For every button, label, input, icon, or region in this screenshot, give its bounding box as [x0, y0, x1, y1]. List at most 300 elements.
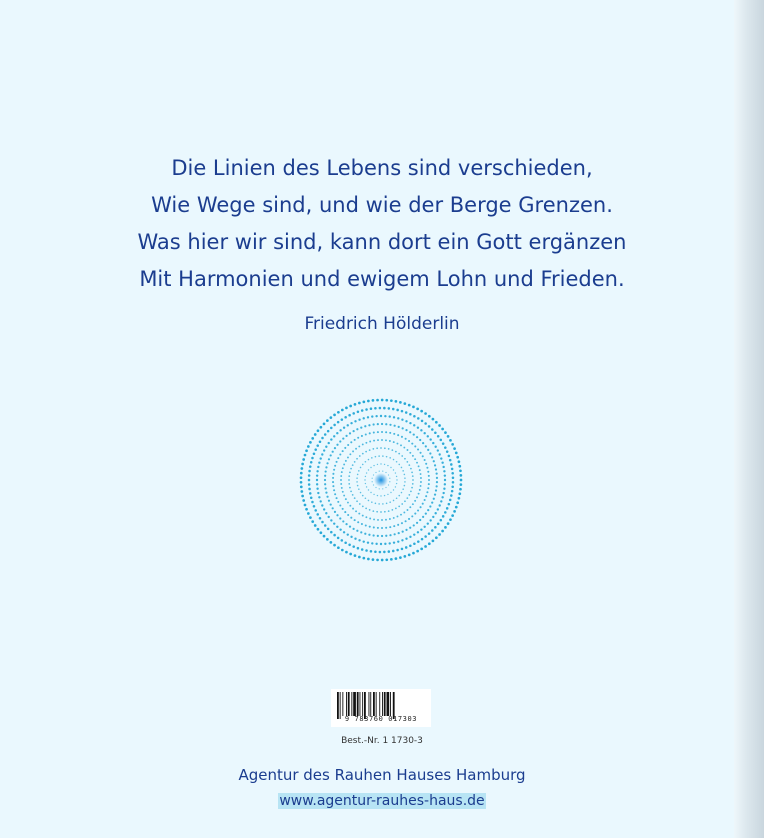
- spiral-dot: [401, 455, 403, 457]
- spiral-dot: [300, 472, 303, 475]
- spiral-dot: [300, 467, 303, 470]
- spiral-dot: [356, 458, 358, 460]
- spiral-dot: [347, 502, 349, 504]
- spiral-dot: [330, 454, 332, 456]
- spiral-dot: [446, 450, 449, 453]
- spiral-dot: [316, 488, 318, 490]
- spiral-dot: [348, 479, 350, 481]
- spiral-dot: [374, 407, 377, 410]
- spiral-dot: [316, 483, 318, 485]
- spiral-dot: [347, 457, 349, 459]
- poem-line: Die Linien des Lebens sind verschieden,: [171, 156, 593, 180]
- spiral-dot: [439, 453, 441, 455]
- spiral-dot: [316, 479, 318, 481]
- spiral-dot: [394, 533, 396, 535]
- spiral-dot: [333, 424, 336, 427]
- spiral-dot: [314, 524, 317, 527]
- spiral-dot: [342, 467, 344, 469]
- spiral-dot: [300, 481, 303, 484]
- spiral-dot: [352, 464, 354, 466]
- barcode-bar: [382, 692, 383, 716]
- spiral-dot: [397, 516, 399, 518]
- spiral-dot: [455, 506, 458, 509]
- spiral-dot: [356, 500, 358, 502]
- barcode-bar: [362, 692, 363, 716]
- spiral-dot: [357, 521, 359, 523]
- spiral-dot: [369, 441, 371, 443]
- spiral-dot: [380, 543, 382, 545]
- spiral-dot: [336, 514, 338, 516]
- spiral-dot: [357, 474, 359, 476]
- spiral-dot: [323, 422, 326, 425]
- spiral-dot: [398, 426, 400, 428]
- spiral-dot: [349, 405, 352, 408]
- spiral-dot: [442, 442, 445, 445]
- spiral-dot: [379, 488, 380, 489]
- spiral-dot: [326, 538, 329, 541]
- spiral-dot: [385, 399, 388, 402]
- spiral-dot: [350, 422, 352, 424]
- spiral-dot: [381, 535, 383, 537]
- spiral-dot: [384, 543, 386, 545]
- spiral-dot: [393, 500, 395, 502]
- publisher-url-wrap: [0, 790, 764, 809]
- spiral-dot: [350, 536, 352, 538]
- spiral-dot: [404, 500, 406, 502]
- spiral-dot: [397, 434, 399, 436]
- spiral-dot: [406, 497, 408, 499]
- spiral-dot: [345, 460, 347, 462]
- spiral-dot: [339, 504, 341, 506]
- spiral-dot: [424, 459, 426, 461]
- spiral-dot: [327, 528, 330, 531]
- spiral-dot: [316, 513, 319, 516]
- spiral-dot: [350, 468, 352, 470]
- spiral-dot: [424, 412, 427, 415]
- spiral-dot: [406, 461, 408, 463]
- barcode-bar: [376, 692, 377, 716]
- spiral-dot: [304, 504, 307, 507]
- spiral-dot: [401, 492, 403, 494]
- spiral-dot: [402, 531, 404, 533]
- spiral-dot: [455, 452, 458, 455]
- spiral-dot: [342, 450, 344, 452]
- spiral-dot: [436, 481, 438, 483]
- spiral-dot: [330, 427, 333, 430]
- spiral-dot: [389, 542, 391, 544]
- spiral-dot: [442, 492, 444, 494]
- spiral-dot: [420, 481, 422, 483]
- spiral-dot: [389, 432, 391, 434]
- spiral-dot: [323, 535, 326, 538]
- spiral-dot: [412, 475, 414, 477]
- spiral-dot: [447, 435, 450, 438]
- spiral-dot: [354, 461, 356, 463]
- spiral-dot: [320, 426, 323, 429]
- spiral-dot: [334, 465, 336, 467]
- spiral-dot: [417, 531, 419, 533]
- spiral-dot: [358, 470, 360, 472]
- spiral-dot: [365, 461, 367, 463]
- spiral-dot: [441, 530, 444, 533]
- spiral-dot: [341, 487, 343, 489]
- spiral-dot: [324, 479, 326, 481]
- spiral-dot: [377, 423, 379, 425]
- spiral-dot: [340, 475, 342, 477]
- spiral-dot: [354, 519, 356, 521]
- spiral-dot: [428, 483, 430, 485]
- spiral-dot: [307, 512, 310, 515]
- spiral-dot: [333, 544, 336, 547]
- spiral-dot: [417, 509, 419, 511]
- spiral-dot: [403, 512, 405, 514]
- spiral-dot: [396, 549, 399, 552]
- spiral-dot: [353, 430, 355, 432]
- spiral-dot: [435, 468, 437, 470]
- order-number: Best.-Nr. 1 1730-3: [341, 736, 423, 746]
- spiral-dot: [364, 533, 366, 535]
- spiral-dot: [404, 485, 406, 487]
- spiral-dot: [424, 499, 426, 501]
- spiral-dot: [365, 476, 366, 477]
- spiral-dot: [377, 464, 378, 465]
- spiral-dot: [333, 435, 335, 437]
- spiral-dot: [337, 546, 340, 549]
- spiral-dot: [369, 526, 371, 528]
- spiral-dot: [342, 437, 344, 439]
- barcode-bar: [373, 692, 375, 716]
- spiral-dot: [330, 416, 333, 419]
- spiral-dot: [372, 534, 374, 536]
- spiral-dot: [416, 522, 418, 524]
- spiral-dot: [368, 424, 370, 426]
- spiral-dot: [372, 478, 373, 479]
- spiral-dot: [422, 503, 424, 505]
- spiral-dot: [451, 514, 454, 517]
- spiral-dot: [369, 449, 371, 451]
- spiral-dot: [376, 447, 378, 449]
- barcode-bar: [351, 692, 352, 716]
- spiral-dot: [409, 527, 411, 529]
- spiral-dot: [401, 522, 403, 524]
- spiral-dot: [395, 400, 398, 403]
- spiral-dot: [451, 443, 454, 446]
- spiral-dot: [375, 472, 376, 473]
- spiral-dot: [449, 499, 452, 502]
- spiral-dot: [431, 428, 434, 431]
- spiral-dot: [398, 505, 400, 507]
- spiral-dot: [383, 551, 386, 554]
- spiral-dot: [375, 456, 377, 458]
- spiral-dot: [373, 526, 375, 528]
- spiral-dot: [325, 470, 327, 472]
- spiral-dot: [314, 448, 317, 451]
- spiral-dot: [349, 487, 351, 489]
- spiral-dot: [321, 437, 324, 440]
- spiral-dot: [342, 508, 344, 510]
- barcode-bar: [342, 692, 343, 716]
- spiral-dot: [413, 415, 416, 418]
- spiral-dot: [440, 439, 443, 442]
- spiral-dot: [390, 492, 391, 493]
- spiral-dot: [411, 471, 413, 473]
- spiral-dot: [401, 410, 404, 413]
- spiral-dot: [408, 518, 410, 520]
- spiral-dot: [422, 455, 424, 457]
- spiral-dot: [334, 511, 336, 513]
- spiral-dot: [328, 458, 330, 460]
- spiral-dot: [427, 449, 429, 451]
- spiral-dot: [344, 447, 346, 449]
- spiral-dot: [362, 464, 364, 466]
- spiral-dot: [396, 409, 399, 412]
- spiral-dot: [450, 463, 453, 466]
- spiral-dot: [450, 494, 453, 497]
- spiral-dot: [332, 477, 334, 479]
- spiral-dot: [354, 497, 356, 499]
- spiral-dot: [391, 449, 393, 451]
- spiral-dot: [393, 541, 395, 543]
- spiral-dot: [414, 458, 416, 460]
- spiral-dot: [392, 550, 395, 553]
- spiral-dot: [420, 452, 422, 454]
- spiral-dot: [341, 409, 344, 412]
- spiral-dot: [345, 551, 348, 554]
- spiral-dot: [336, 432, 338, 434]
- spiral-dot: [409, 422, 411, 424]
- spiral-dot: [436, 485, 438, 487]
- spiral-dot: [398, 464, 400, 466]
- spiral-dot: [417, 417, 420, 420]
- spiral-dot: [337, 501, 339, 503]
- spiral-dot: [460, 474, 463, 477]
- spiral-dot: [389, 534, 391, 536]
- spiral-dot: [343, 531, 345, 533]
- spiral-dot: [314, 509, 317, 512]
- spiral-dot: [309, 441, 312, 444]
- spiral-dot: [336, 444, 338, 446]
- spiral-dot: [389, 481, 390, 482]
- spiral-dot: [380, 415, 382, 417]
- spiral-dot: [308, 488, 311, 491]
- spiral-dot: [451, 468, 454, 471]
- spiral-dot: [453, 447, 456, 450]
- spiral-dot: [313, 505, 316, 508]
- spiral-dot: [301, 495, 304, 498]
- spiral-dot: [380, 495, 381, 496]
- spiral-dot: [318, 462, 320, 464]
- spiral-dot: [350, 441, 352, 443]
- spiral-dot: [378, 455, 380, 457]
- spiral-dot: [344, 541, 347, 544]
- spiral-dot: [381, 519, 383, 521]
- spiral-dot: [362, 443, 364, 445]
- spiral-dot: [339, 429, 341, 431]
- spiral-dot: [321, 453, 323, 455]
- spiral-dot: [385, 558, 388, 561]
- spiral-dot: [325, 487, 327, 489]
- spiral-dot: [460, 483, 463, 486]
- spiral-dot: [357, 411, 360, 414]
- spiral-dot: [424, 422, 427, 425]
- spiral-dot: [412, 483, 414, 485]
- spiral-dot: [413, 433, 415, 435]
- spiral-dot: [376, 559, 379, 562]
- spiral-dot: [402, 470, 404, 472]
- spiral-dot: [377, 519, 379, 521]
- spiral-dot: [403, 447, 405, 449]
- spiral-dot: [354, 554, 357, 557]
- spiral-dot: [384, 447, 386, 449]
- poem: [0, 150, 764, 298]
- spiral-dot: [413, 424, 415, 426]
- spiral-dot: [444, 431, 447, 434]
- spiral-dot: [333, 469, 335, 471]
- spiral-dot: [325, 492, 327, 494]
- spiral-dot: [389, 526, 391, 528]
- spiral-dot: [308, 479, 311, 482]
- spiral-dot: [393, 469, 394, 470]
- spiral-dot: [444, 511, 447, 514]
- spiral-dot: [373, 474, 374, 475]
- spiral-dot: [420, 410, 423, 413]
- spiral-dot: [420, 429, 422, 431]
- spiral-dot: [416, 496, 418, 498]
- spiral-dot: [358, 539, 360, 541]
- spiral-dot: [438, 533, 441, 536]
- spiral-dot: [357, 547, 360, 550]
- spiral-dot: [311, 501, 314, 504]
- spiral-dot: [360, 426, 362, 428]
- spiral-dot: [333, 414, 336, 417]
- spiral-dot: [310, 461, 313, 464]
- spiral-dot: [382, 455, 384, 457]
- spiral-dot: [304, 454, 307, 457]
- spiral-dot: [373, 465, 374, 466]
- spiral-dot: [371, 501, 373, 503]
- spiral-dot: [300, 490, 303, 493]
- publisher-url-link[interactable]: www.agentur-rauhes-haus.de: [279, 793, 485, 809]
- spiral-dot: [412, 406, 415, 409]
- spiral-dot: [342, 520, 344, 522]
- spiral-dot: [409, 544, 412, 547]
- spiral-dot: [352, 412, 355, 415]
- spiral-dot: [401, 503, 403, 505]
- barcode-bar: [370, 692, 371, 716]
- spiral-dot: [428, 425, 431, 428]
- spiral-dot: [442, 515, 445, 518]
- spiral-dot: [365, 507, 367, 509]
- spiral-dot: [330, 541, 333, 544]
- spiral-dot: [379, 551, 382, 554]
- spiral-dot: [424, 535, 427, 538]
- spiral-dot: [311, 457, 314, 460]
- spiral-dot: [420, 477, 422, 479]
- spiral-dot: [364, 425, 366, 427]
- spiral-dot: [321, 521, 324, 524]
- spiral-dot: [356, 477, 358, 479]
- spiral-dot: [412, 552, 415, 555]
- spiral-dot: [336, 497, 338, 499]
- spiral-dot: [372, 510, 374, 512]
- spiral-dot: [434, 494, 436, 496]
- spiral-dot: [447, 522, 450, 525]
- spiral-dot: [379, 407, 382, 410]
- spiral-dot: [345, 498, 347, 500]
- spiral-dot: [381, 439, 383, 441]
- spiral-dot: [360, 492, 362, 494]
- spiral-dot: [325, 466, 327, 468]
- spiral-dot: [364, 479, 365, 480]
- spiral-dot: [326, 496, 328, 498]
- spiral-dot: [324, 483, 326, 485]
- spiral-dot: [451, 472, 454, 475]
- spiral-dot: [372, 481, 373, 482]
- spiral-dot: [326, 462, 328, 464]
- spiral-dot: [409, 506, 411, 508]
- barcode-bar: [346, 692, 347, 716]
- spiral-dot: [440, 500, 442, 502]
- spiral-dot: [330, 519, 332, 521]
- spiral-dot: [313, 452, 316, 455]
- spiral-dot: [302, 458, 305, 461]
- spiral-dot: [379, 471, 380, 472]
- page-edge-shadow: [734, 0, 764, 838]
- spiral-dot: [420, 506, 422, 508]
- spiral-dot: [385, 472, 386, 473]
- spiral-dot: [385, 487, 386, 488]
- spiral-dot: [442, 466, 444, 468]
- spiral-dot: [352, 545, 355, 548]
- spiral-dot: [380, 511, 382, 513]
- spiral-dot: [336, 526, 338, 528]
- spiral-dot: [401, 548, 404, 551]
- spiral-dot: [356, 530, 358, 532]
- spiral-dot: [371, 457, 373, 459]
- spiral-dot: [393, 489, 394, 490]
- spiral-dot: [393, 459, 395, 461]
- spiral-dot: [376, 511, 378, 513]
- spiral-dot: [444, 446, 447, 449]
- spiral-dot: [419, 439, 421, 441]
- spiral-dot: [416, 550, 419, 553]
- spiral-dot: [332, 481, 334, 483]
- spiral-dot: [387, 465, 388, 466]
- spiral-dot: [362, 505, 364, 507]
- spiral-dot: [388, 550, 391, 553]
- spiral-dot: [388, 448, 390, 450]
- spiral-dot: [324, 433, 327, 436]
- spiral-dot: [382, 488, 383, 489]
- spiral-dot: [396, 483, 397, 484]
- spiral-dot: [416, 462, 418, 464]
- spiral-dot: [360, 531, 362, 533]
- spiral-dot: [349, 505, 351, 507]
- spiral-dot: [356, 428, 358, 430]
- spiral-dot: [368, 500, 370, 502]
- spiral-dot: [384, 511, 386, 513]
- spiral-dot: [332, 485, 334, 487]
- spiral-dot: [452, 481, 455, 484]
- spiral-dot: [344, 511, 346, 513]
- spiral-dot: [459, 469, 462, 472]
- spiral-dot: [411, 487, 413, 489]
- spiral-dot: [352, 450, 354, 452]
- spiral-dot: [352, 494, 354, 496]
- spiral-dot: [427, 522, 429, 524]
- spiral-dot: [330, 531, 333, 534]
- barcode-bar: [360, 692, 361, 716]
